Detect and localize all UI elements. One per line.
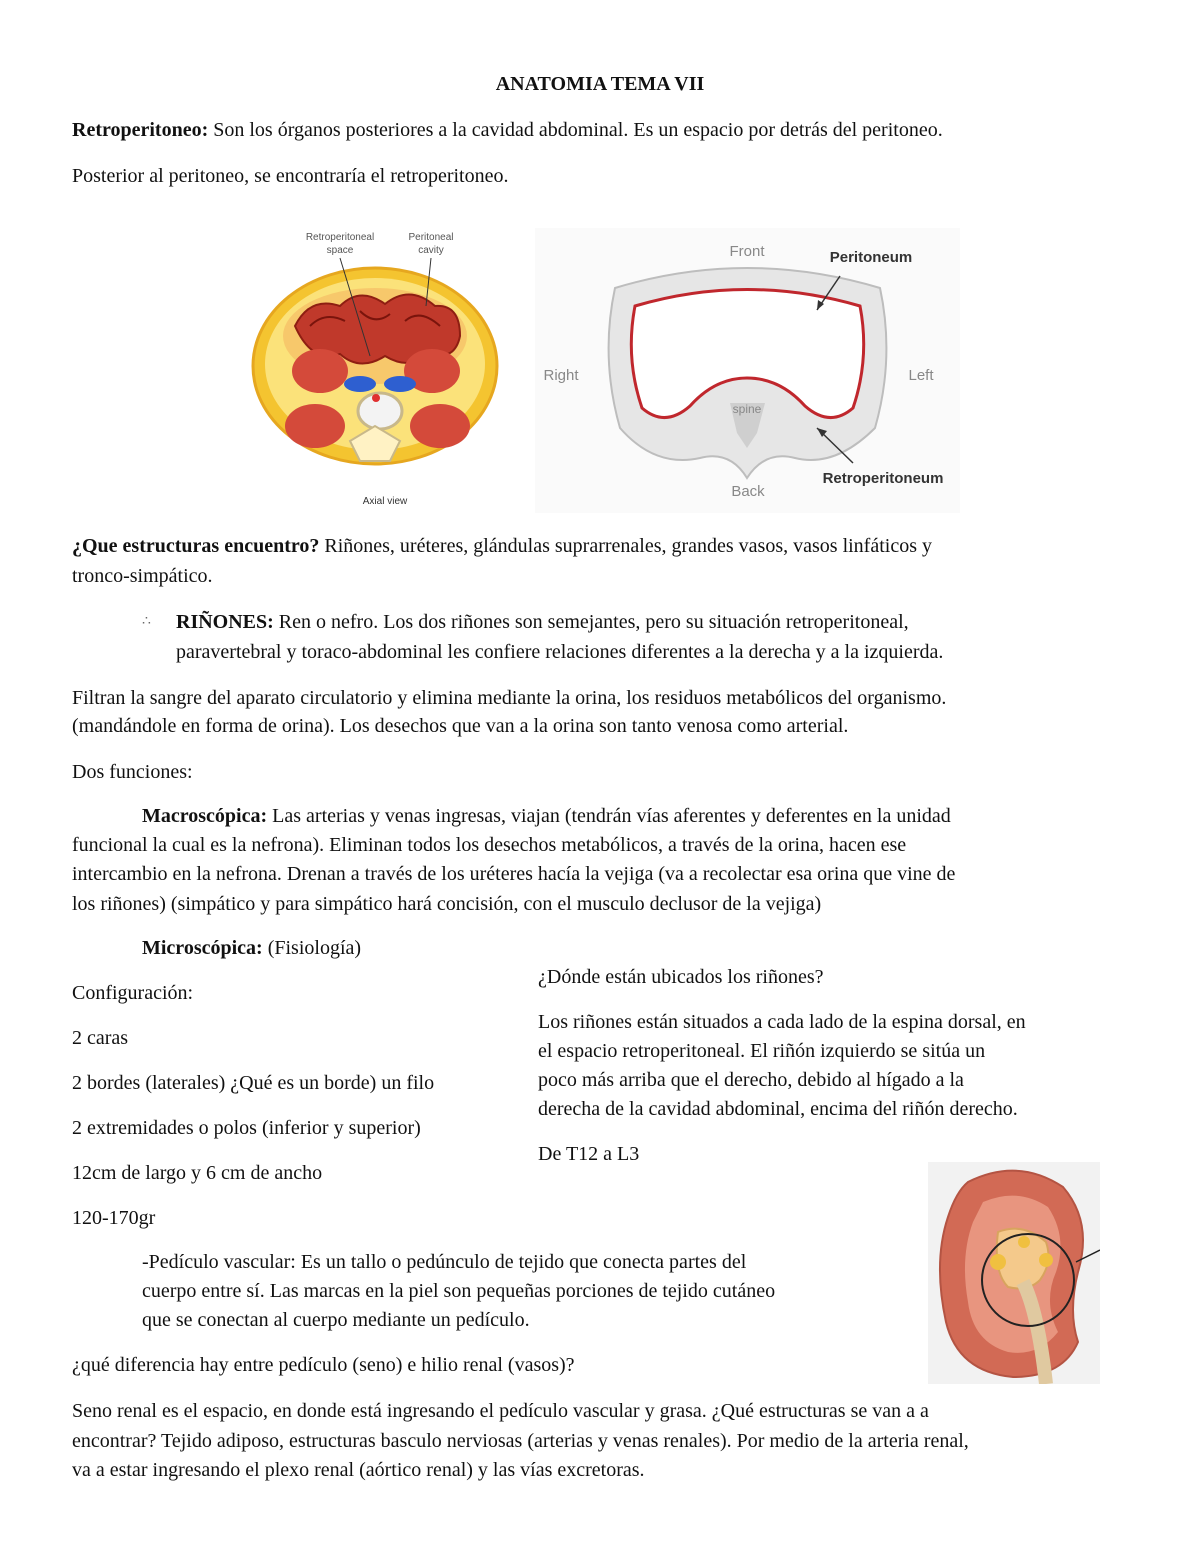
paragraph-dos-funciones: Dos funciones:	[72, 761, 193, 783]
paragraph-filtran-2: (mandándole en forma de orina). Los desechos que van a la orina son tanto venosa como arterial.	[72, 715, 849, 737]
ubicacion-vertebras: De T12 a L3	[538, 1143, 640, 1165]
paragraph-filtran-1: Filtran la sangre del aparato circulatorio y elimina mediante la orina, los residuos metabólicos del organismo.	[72, 687, 947, 709]
configuracion-bordes: 2 bordes (laterales) ¿Qué es un borde) un filo	[72, 1072, 435, 1094]
bullet-icon: ∴	[142, 614, 151, 629]
question-estructuras: ¿Que estructuras encuentro?	[72, 535, 320, 557]
paragraph-microscopica: Microscópica: (Fisiología)	[142, 937, 362, 959]
paragraph-macroscopica-1: Macroscópica: Las arterias y venas ingresas, viajan (tendrán vías aferentes y deferentes en la unidad	[142, 805, 951, 827]
label-axial-view: Axial view	[362, 496, 408, 507]
ubicacion-answer-3: poco más arriba que el derecho, debido al hígado a la	[538, 1069, 964, 1091]
peritoneum-diagram	[535, 228, 960, 513]
term-rinones: RIÑONES:	[176, 611, 274, 633]
label-front: Front	[729, 243, 765, 260]
label-peritoneal-cavity-1: Peritoneal	[408, 232, 454, 243]
configuracion-heading: Configuración:	[72, 982, 194, 1004]
paragraph-estructuras-2: tronco-simpático.	[72, 565, 213, 587]
label-spine: spine	[732, 402, 762, 416]
label-left: Left	[908, 367, 934, 384]
label-retroperitoneum: Retroperitoneum	[822, 470, 944, 487]
paragraph-rinones-2: paravertebral y toraco-abdominal les confiere relaciones diferentes a la derecha y a la izquierda.	[176, 641, 944, 663]
paragraph-macroscopica-4: los riñones) (simpático y para simpático hará concisión, con el musculo declusor de la vejiga)	[72, 893, 822, 915]
paragraph-macroscopica-3: intercambio en la nefrona. Drenan a través de los uréteres hacía la vejiga (va a recolectar esa orina que vine de	[72, 863, 956, 885]
kidney-figure	[928, 1162, 1100, 1384]
paragraph-macroscopica-2: funcional la cual es la nefrona). Eliminan todos los desechos metabólicos, a través de la orina, hacen ese	[72, 834, 907, 856]
seno-renal-2: encontrar? Tejido adiposo, estructuras basculo nerviosas (arterias y venas renales). Por medio de la arteria renal,	[72, 1430, 969, 1452]
paragraph-estructuras-1: ¿Que estructuras encuentro? Riñones, uréteres, glándulas suprarrenales, grandes vasos, vasos linfáticos y	[72, 535, 932, 557]
kidney-illustration	[928, 1162, 1100, 1384]
ubicacion-question: ¿Dónde están ubicados los riñones?	[538, 966, 824, 988]
seno-renal-3: va a estar ingresando el plexo renal (aórtico renal) y las vías excretoras.	[72, 1459, 645, 1481]
configuracion-medidas: 12cm de largo y 6 cm de ancho	[72, 1162, 323, 1184]
paragraph-rinones-1: RIÑONES: Ren o nefro. Los dos riñones son semejantes, pero su situación retroperitoneal,	[176, 611, 909, 633]
label-right: Right	[543, 367, 579, 384]
paragraph-posterior: Posterior al peritoneo, se encontraría el retroperitoneo.	[72, 165, 509, 187]
axial-view-figure	[250, 226, 500, 516]
configuracion-extremidades: 2 extremidades o polos (inferior y superior)	[72, 1117, 421, 1139]
page-title: ANATOMIA TEMA VII	[495, 73, 705, 95]
ubicacion-answer-4: derecha de la cavidad abdominal, encima del riñón derecho.	[538, 1098, 1018, 1120]
term-macroscopica: Macroscópica:	[142, 805, 268, 827]
term-retroperitoneo: Retroperitoneo:	[72, 119, 209, 141]
paragraph-retroperitoneo: Retroperitoneo: Son los órganos posteriores a la cavidad abdominal. Es un espacio por detrás del peritoneo.	[72, 119, 943, 141]
ubicacion-answer-1: Los riñones están situados a cada lado de la espina dorsal, en	[538, 1011, 1026, 1033]
label-peritoneum: Peritoneum	[829, 249, 913, 266]
configuracion-peso: 120-170gr	[72, 1207, 156, 1229]
seno-renal-1: Seno renal es el espacio, en donde está ingresando el pedículo vascular y grasa. ¿Qué estructuras se van a a	[72, 1400, 929, 1422]
pediculo-2: cuerpo entre sí. Las marcas en la piel son pequeñas porciones de tejido cutáneo	[142, 1280, 776, 1302]
label-back: Back	[731, 483, 765, 500]
label-retroperitoneal-space-1: Retroperitoneal	[305, 232, 375, 243]
label-retroperitoneal-space-2: space	[326, 245, 354, 256]
configuracion-caras: 2 caras	[72, 1027, 129, 1049]
pediculo-1: -Pedículo vascular: Es un tallo o pedúnculo de tejido que conecta partes del	[142, 1251, 747, 1273]
ubicacion-answer-2: el espacio retroperitoneal. El riñón izquierdo se sitúa un	[538, 1040, 986, 1062]
label-peritoneal-cavity-2: cavity	[418, 245, 444, 256]
peritoneum-diagram-figure	[535, 228, 960, 513]
diferencia-question: ¿qué diferencia hay entre pedículo (seno) e hilio renal (vasos)?	[72, 1354, 575, 1376]
axial-view-illustration	[250, 226, 500, 516]
term-microscopica: Microscópica:	[142, 937, 263, 959]
pediculo-3: que se conectan al cuerpo mediante un pedículo.	[142, 1309, 530, 1331]
